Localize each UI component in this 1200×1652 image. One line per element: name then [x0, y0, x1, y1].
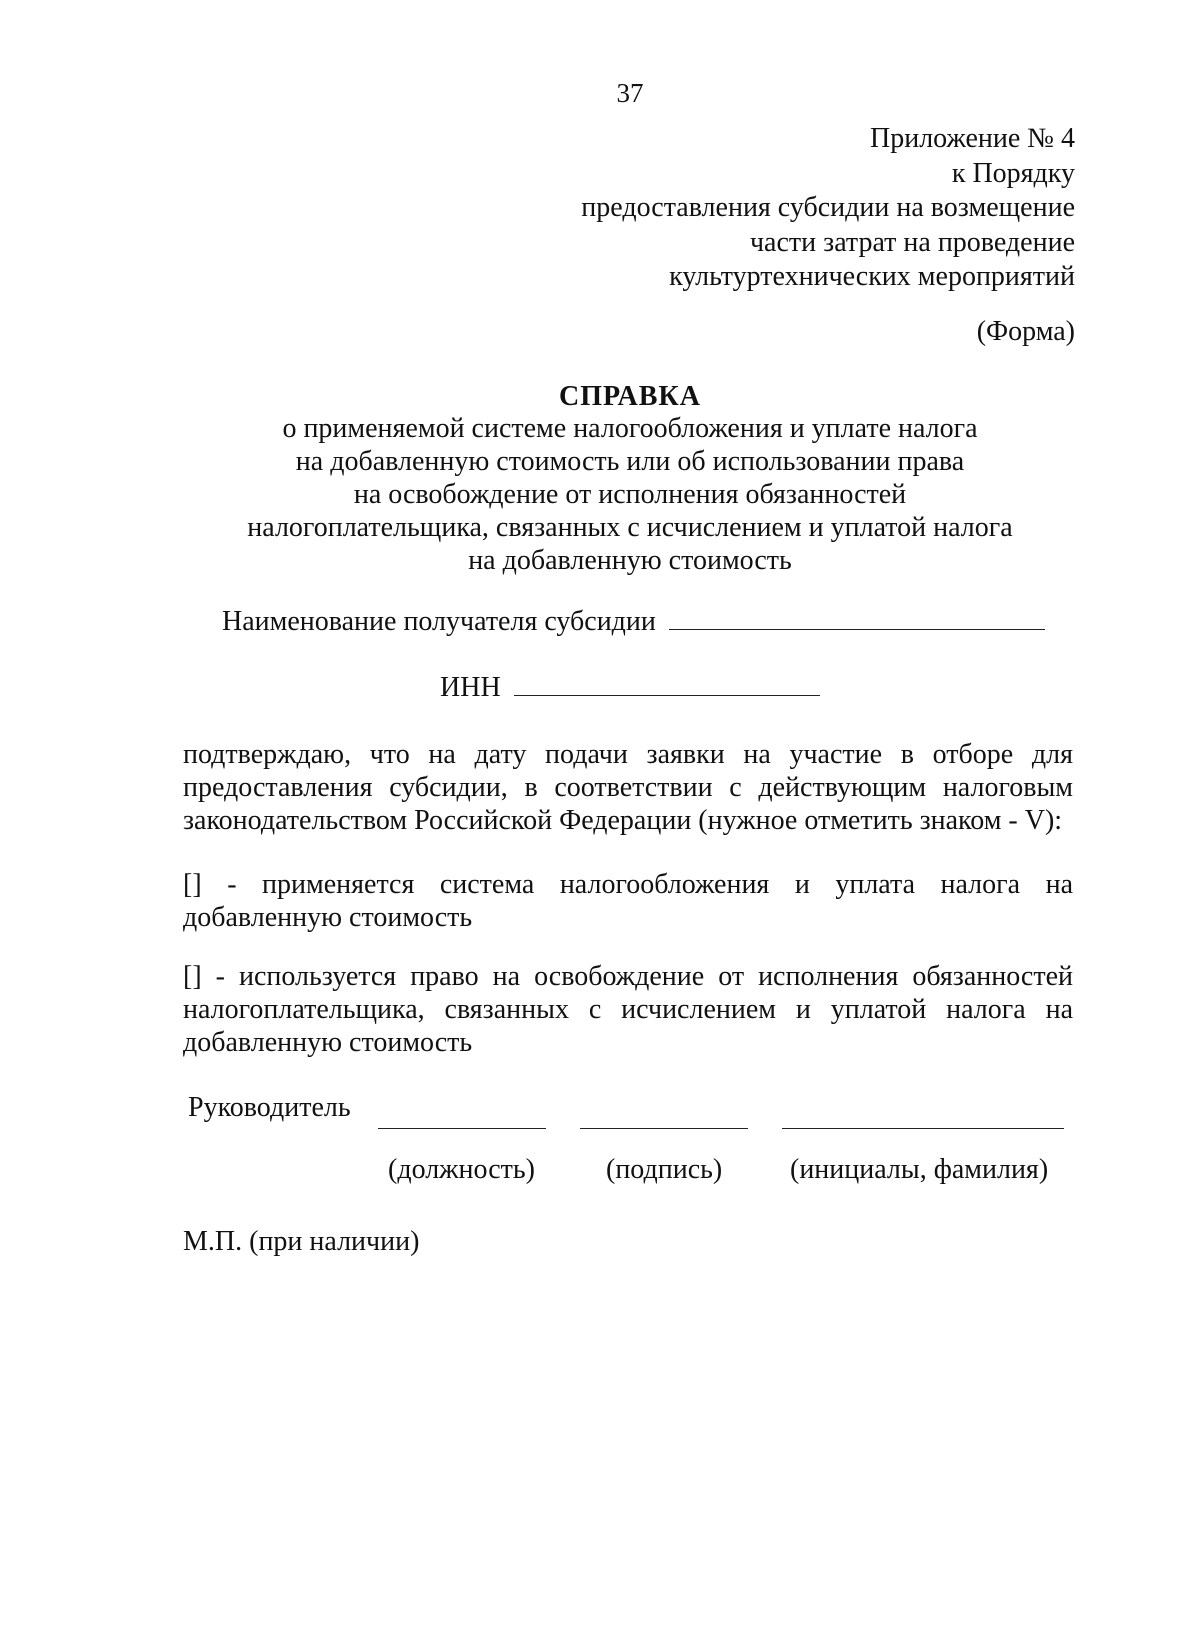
stamp-label: М.П. (при наличии)	[183, 1226, 420, 1257]
recipient-name-field[interactable]	[669, 607, 1045, 630]
title-block	[180, 382, 1080, 577]
name-caption: (инициалы, фамилия)	[790, 1154, 1049, 1185]
option-checkbox[interactable]: []	[183, 961, 202, 992]
inn-field[interactable]	[514, 673, 820, 696]
form-label: (Форма)	[976, 316, 1075, 347]
appendix-line: к Порядку	[951, 157, 1075, 189]
subtitle-line: на освобождение от исполнения обязанностей	[353, 479, 907, 510]
document-title: СПРАВКА	[559, 381, 701, 412]
page-number: 37	[616, 78, 644, 108]
appendix-header	[581, 122, 1075, 295]
option-text: - применяется система налогообложения и уплата налога на добавленную стоимость	[183, 869, 1073, 933]
position-caption: (должность)	[388, 1154, 535, 1185]
option-vat-payer	[183, 868, 1073, 934]
position-signature-line[interactable]	[378, 1128, 546, 1129]
name-signature-line[interactable]	[782, 1128, 1064, 1129]
inn-field-row	[440, 672, 820, 704]
option-vat-exemption	[183, 960, 1073, 1059]
subtitle-line: на добавленную стоимость	[468, 545, 792, 576]
appendix-line: части затрат на проведение	[749, 226, 1075, 258]
subtitle-line: о применяемой системе налогообложения и уплате налога	[282, 413, 978, 444]
appendix-line: предоставления субсидии на возмещение	[581, 192, 1075, 223]
recipient-label: Наименование получателя субсидии	[222, 606, 656, 637]
appendix-line: культуртехнических мероприятий	[669, 261, 1075, 292]
inn-label: ИНН	[440, 672, 501, 703]
subtitle-line: на добавленную стоимость или об использовании права	[295, 446, 965, 477]
option-checkbox[interactable]: []	[183, 869, 202, 900]
appendix-line: Приложение № 4	[870, 123, 1075, 154]
signature-caption: (подпись)	[606, 1154, 723, 1185]
option-text: - используется право на освобождение от исполнения обязанностей налогоплательщика, связанных с исчислением и уплатой налога на добавленную стоимость	[183, 961, 1073, 1058]
subtitle-line: налогоплательщика, связанных с исчислением и уплатой налога	[247, 512, 1013, 543]
recipient-field-row	[222, 606, 1045, 638]
confirmation-paragraph: подтверждаю, что на дату подачи заявки на участие в отборе для предоставления субсидии, в соответствии с действующим налоговым законодательством Российской Федерации (нужное отметить знаком - V):	[183, 739, 1073, 836]
signature-line[interactable]	[580, 1128, 748, 1129]
signature-label: Руководитель	[188, 1092, 351, 1123]
